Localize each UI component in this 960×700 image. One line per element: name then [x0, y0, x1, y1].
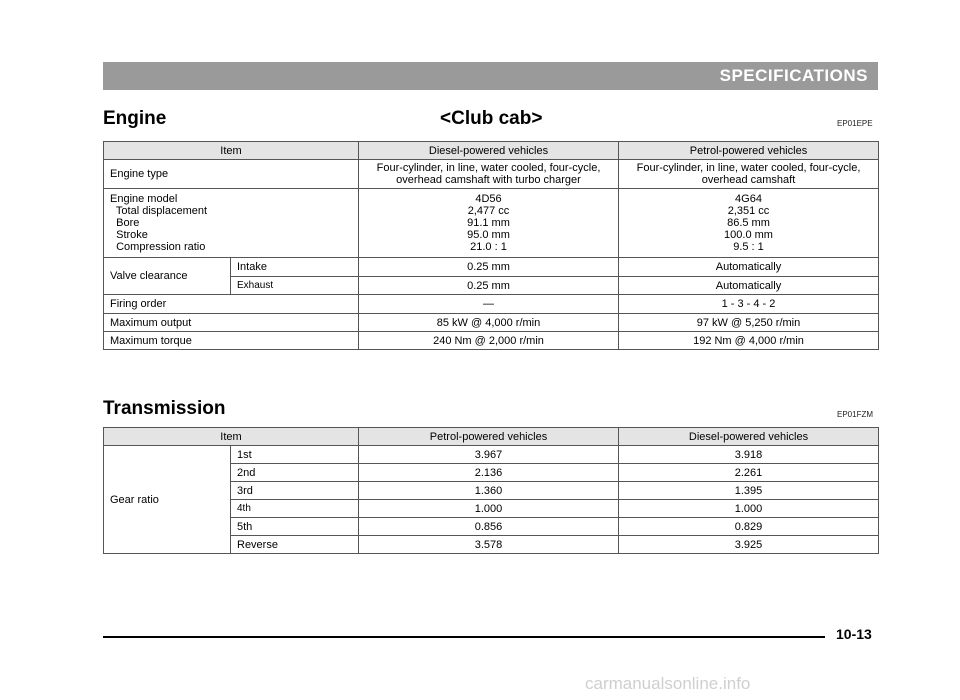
table-row	[104, 332, 879, 350]
gear-ratio-petrol: 0.856	[359, 518, 619, 536]
table-row	[104, 189, 879, 258]
gear-ratio-petrol: 3.967	[359, 446, 619, 464]
table-header-row	[104, 142, 879, 160]
row-label-gear-ratio: Gear ratio	[104, 446, 231, 554]
transmission-heading: Transmission	[103, 398, 226, 419]
firing-order-petrol: 1 - 3 - 4 - 2	[619, 295, 879, 314]
column-header-diesel: Diesel-powered vehicles	[359, 142, 619, 160]
gear-name: Reverse	[231, 536, 359, 554]
row-label-engine-type: Engine type	[104, 160, 359, 189]
gear-name: 1st	[231, 446, 359, 464]
column-header-petrol: Petrol-powered vehicles	[359, 428, 619, 446]
engine-type-diesel: Four-cylinder, in line, water cooled, four-cycle, overhead camshaft with turbo charger	[359, 160, 619, 189]
row-label-valve-clearance: Valve clearance	[104, 258, 231, 295]
engine-model-diesel: 4D56 2,477 cc 91.1 mm 95.0 mm 21.0 : 1	[359, 189, 619, 258]
table-row	[104, 295, 879, 314]
gear-ratio-diesel: 0.829	[619, 518, 879, 536]
gear-ratio-petrol: 2.136	[359, 464, 619, 482]
gear-name: 4th	[231, 500, 359, 518]
maximum-torque-petrol: 192 Nm @ 4,000 r/min	[619, 332, 879, 350]
page-number: 10-13	[836, 626, 872, 642]
table-row	[104, 314, 879, 332]
section-header-band	[103, 62, 878, 90]
gear-ratio-diesel: 1.395	[619, 482, 879, 500]
valve-exhaust-diesel: 0.25 mm	[359, 277, 619, 295]
valve-intake-diesel: 0.25 mm	[359, 258, 619, 277]
row-label-maximum-torque: Maximum torque	[104, 332, 359, 350]
gear-name: 3rd	[231, 482, 359, 500]
gear-ratio-diesel: 3.918	[619, 446, 879, 464]
gear-name: 2nd	[231, 464, 359, 482]
column-header-item: Item	[104, 142, 359, 160]
row-label-maximum-output: Maximum output	[104, 314, 359, 332]
table-header-row	[104, 428, 879, 446]
row-label-engine-model: Engine model Total displacement Bore Stroke Compression ratio	[104, 189, 359, 258]
transmission-spec-table	[103, 427, 879, 554]
engine-subtitle: <Club cab>	[440, 108, 543, 129]
column-header-item: Item	[104, 428, 359, 446]
gear-name: 5th	[231, 518, 359, 536]
gear-ratio-diesel: 1.000	[619, 500, 879, 518]
maximum-torque-diesel: 240 Nm @ 2,000 r/min	[359, 332, 619, 350]
gear-ratio-diesel: 2.261	[619, 464, 879, 482]
valve-exhaust-label: Exhaust	[231, 277, 359, 295]
firing-order-diesel: —	[359, 295, 619, 314]
watermark: carmanualsonline.info	[585, 674, 751, 693]
maximum-output-diesel: 85 kW @ 4,000 r/min	[359, 314, 619, 332]
engine-section-code: EP01EPE	[837, 119, 873, 128]
row-label-firing-order: Firing order	[104, 295, 359, 314]
valve-exhaust-petrol: Automatically	[619, 277, 879, 295]
gear-ratio-diesel: 3.925	[619, 536, 879, 554]
engine-model-petrol: 4G64 2,351 cc 86.5 mm 100.0 mm 9.5 : 1	[619, 189, 879, 258]
table-row	[104, 258, 879, 277]
valve-intake-petrol: Automatically	[619, 258, 879, 277]
engine-type-petrol: Four-cylinder, in line, water cooled, four-cycle, overhead camshaft	[619, 160, 879, 189]
engine-spec-table	[103, 141, 879, 350]
valve-intake-label: Intake	[231, 258, 359, 277]
column-header-diesel: Diesel-powered vehicles	[619, 428, 879, 446]
footer-rule	[103, 636, 825, 638]
gear-ratio-petrol: 1.360	[359, 482, 619, 500]
gear-ratio-petrol: 1.000	[359, 500, 619, 518]
transmission-section-code: EP01FZM	[837, 410, 874, 419]
maximum-output-petrol: 97 kW @ 5,250 r/min	[619, 314, 879, 332]
column-header-petrol: Petrol-powered vehicles	[619, 142, 879, 160]
section-title: SPECIFICATIONS	[719, 66, 868, 85]
table-row	[104, 446, 879, 464]
gear-ratio-petrol: 3.578	[359, 536, 619, 554]
engine-heading: Engine	[103, 108, 167, 129]
table-row	[104, 160, 879, 189]
